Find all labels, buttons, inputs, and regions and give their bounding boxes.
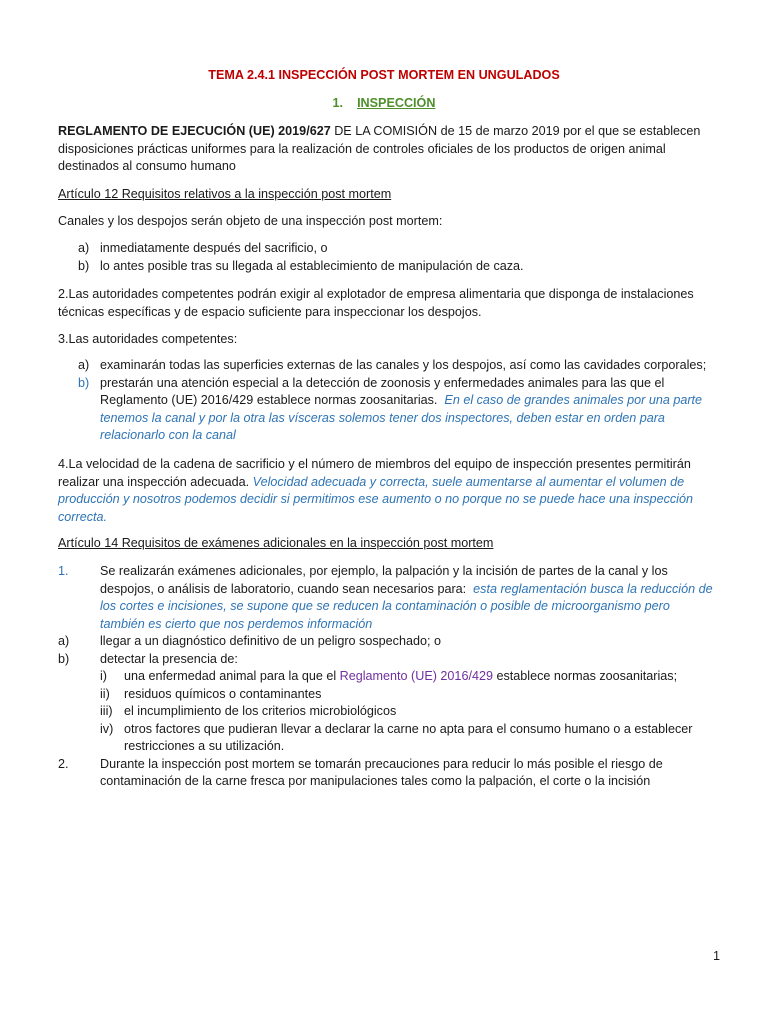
annotation-note: Velocidad adecuada y correcta, suele aumentarse al aumentar el volumen de producción y nosotros podemos decidir si permitimos ese aumento o no porque no se puede hace una inspección correcta. (58, 474, 693, 524)
list-item-text: llegar a un diagnóstico definitivo de un peligro sospechado; o (100, 634, 441, 648)
paragraph-text: 4.La velocidad de la cadena de sacrificio y el número de miembros del equipo de inspección presentes permitirán realizar una inspección adecuada. (58, 457, 691, 489)
regulation-link[interactable]: Reglamento (UE) 2016/429 (339, 669, 493, 683)
list-marker: b) (78, 258, 90, 273)
list-marker: ii) (100, 686, 110, 701)
list-item (58, 756, 718, 791)
article-14-heading: Artículo 14 Requisitos de exámenes adicionales en la inspección post mortem (58, 536, 494, 550)
list-item (58, 563, 718, 633)
sub-list-item (58, 721, 718, 756)
sub-list-item (58, 703, 718, 721)
list-item (58, 240, 718, 258)
list-item-text: prestarán una atención especial a la detección de zoonosis y enfermedades animales para las que el Reglamento (UE) 2016/429 establece normas zoosanitarias. (100, 375, 665, 407)
list-item (58, 375, 718, 445)
list-marker: a) (78, 241, 90, 255)
document-title: TEMA 2.4.1 INSPECCIÓN POST MORTEM EN UNGULADOS (208, 68, 560, 82)
section-heading (0, 95, 768, 113)
list-item-text: lo antes posible tras su llegada al establecimiento de manipulación de caza. (100, 258, 524, 273)
list-marker: 1. (58, 564, 69, 578)
article-12-paragraph-3-list (58, 357, 718, 445)
list-item-text: una enfermedad animal para la que el (124, 669, 340, 683)
annotation-note: En el caso de grandes animales por una parte tenemos la canal y por la otra las vísceras solemos tener dos inspectores, deben estar en orden para relacionarlo con la canal (100, 393, 703, 442)
article-12-intro: Canales y los despojos serán objeto de una inspección post mortem: (58, 214, 443, 228)
sub-list-item (58, 668, 718, 686)
regulation-description: DE LA COMISIÓN de 15 de marzo 2019 por el que se establecen disposiciones prácticas uniformes para la realización de controles oficiales de los productos de origen animal destinados al consumo humano (58, 124, 701, 173)
list-item-text: detectar la presencia de: (100, 651, 238, 666)
article-12-paragraph-4 (58, 456, 718, 526)
article-12-paragraph-3: 3.Las autoridades competentes: (58, 332, 238, 346)
list-item-text: Durante la inspección post mortem se tomarán precauciones para reducir lo más posible el riesgo de contaminación de la carne fresca por manipulaciones tales como la palpación, el corte o la incisión (100, 756, 663, 788)
annotation-note: esta reglamentación busca la reducción de los cortes e incisiones, se supone que se reducen la contaminación o posible de microorganismo pero también es cierto que nos perdemos información (100, 581, 713, 631)
regulation-name: REGLAMENTO DE EJECUCIÓN (UE) 2019/627 (58, 124, 331, 138)
list-item-text: examinarán todas las superficies externas de las canales y los despojos, así como las cavidades corporales; (100, 358, 707, 372)
list-item-text: inmediatamente después del sacrificio, o (100, 241, 328, 255)
section-number: 1. (332, 96, 344, 110)
section-title: INSPECCIÓN (357, 96, 436, 110)
list-item-text: residuos químicos o contaminantes (124, 686, 322, 701)
sub-list-item (58, 686, 718, 704)
article-12-paragraph-2: 2.Las autoridades competentes podrán exigir al explotador de empresa alimentaria que disponga de instalaciones técnicas específicas y de espacio suficiente para inspeccionar los despojos. (58, 287, 694, 319)
article-14-list (58, 563, 718, 791)
list-marker: a) (58, 634, 70, 648)
list-item-text: otros factores que pudieran llevar a declarar la carne no apta para el consumo humano o a establecer restricciones a su utilización. (124, 721, 693, 753)
list-item (58, 258, 718, 276)
regulation-paragraph (58, 123, 718, 176)
list-item (58, 357, 718, 375)
list-marker: 2. (58, 756, 69, 771)
list-marker: a) (78, 358, 90, 372)
list-marker: b) (58, 651, 70, 666)
list-item-text: establece normas zoosanitarias; (492, 669, 678, 683)
page-number: 1 (712, 949, 720, 963)
article-12-heading: Artículo 12 Requisitos relativos a la inspección post mortem (58, 187, 392, 201)
list-marker: b) (78, 375, 90, 390)
article-12-list (58, 240, 718, 275)
list-item (58, 651, 718, 669)
list-item-text: Se realizarán exámenes adicionales, por ejemplo, la palpación y la incisión de partes de la canal y los despojos, o análisis de laboratorio, cuando sean necesarios para: (100, 564, 668, 596)
list-marker: iv) (100, 721, 114, 736)
list-marker: i) (100, 669, 107, 683)
list-marker: iii) (100, 704, 113, 718)
list-item (58, 633, 718, 651)
list-item-text: el incumplimiento de los criterios microbiológicos (124, 704, 397, 718)
